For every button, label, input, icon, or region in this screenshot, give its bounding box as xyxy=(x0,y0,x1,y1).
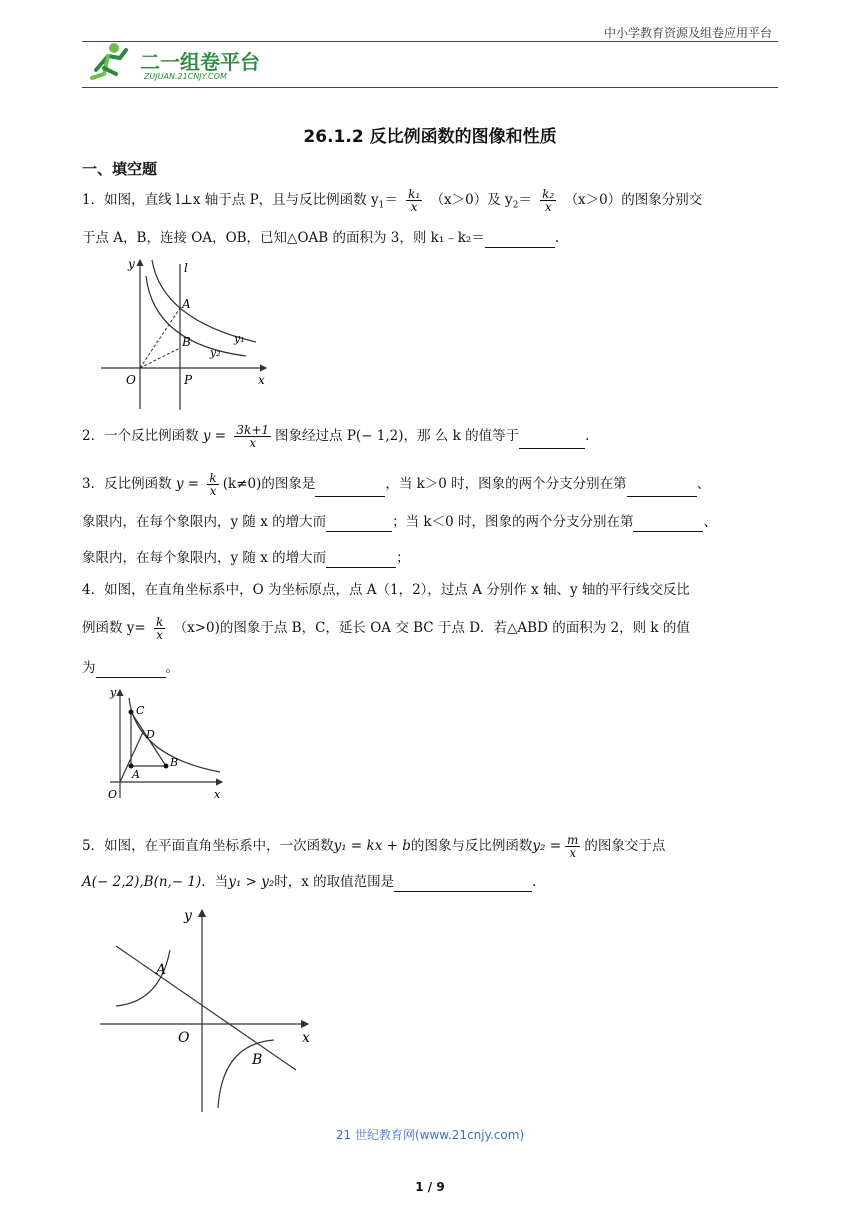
section-heading: 一、填空题 xyxy=(82,160,158,178)
q1-label-A: A xyxy=(182,297,191,311)
q4-text-line2b: （x>0)的图象于点 B，C，延长 OA 交 BC 于点 D．若△ABD 的面积为 2，则 k 的值 xyxy=(173,620,690,636)
q4-point-B xyxy=(164,764,169,769)
q4-frac-den: x xyxy=(156,628,164,642)
q1-line2 xyxy=(82,228,559,248)
q1-line1 xyxy=(82,188,702,216)
logo xyxy=(86,40,286,84)
q1-text-c: （x＞0）及 y xyxy=(430,192,513,208)
q2-end: . xyxy=(585,428,590,444)
q2-fraction xyxy=(234,424,271,449)
q5-label-B: B xyxy=(252,1052,263,1068)
q5-linear-line xyxy=(116,946,296,1070)
logo-subtext: ZUJUAN.21CNJY.COM xyxy=(144,72,227,81)
q4-text-line1: 4．如图，在直角坐标系中，O 为坐标原点，点 A（1，2），过点 A 分别作 x 轴、y 轴的平行线交反比 xyxy=(82,582,690,598)
q3-text-line3b: ； xyxy=(396,550,410,566)
q3-blank-4[interactable] xyxy=(633,515,703,532)
q5-line2 xyxy=(82,872,536,892)
q5-label-A: A xyxy=(156,962,167,978)
q1-answer-blank[interactable] xyxy=(485,231,555,248)
q1-label-O: O xyxy=(126,373,136,387)
q1-frac2-num: k₂ xyxy=(542,187,555,201)
q1-label-y2: y₂ xyxy=(210,346,221,359)
q1-label-P: P xyxy=(184,373,193,387)
q4-label-A: A xyxy=(132,768,140,781)
q3-text-line2c: 、 xyxy=(703,514,717,530)
q3-text-c: ，当 k＞0 时，图象的两个分支分别在第 xyxy=(385,476,627,492)
q3-blank-2[interactable] xyxy=(627,480,697,497)
q5-hyperbola-right xyxy=(218,1040,274,1108)
q4-line3 xyxy=(82,658,179,678)
q4-text-line3a: 为 xyxy=(82,660,96,676)
q3-fraction xyxy=(207,472,218,497)
q5-fraction xyxy=(565,834,580,859)
q1-sub2: 2 xyxy=(512,200,519,211)
q3-frac-num: k xyxy=(209,471,217,485)
q5-text-line2c: 时，x 的取值范围是 xyxy=(274,874,395,890)
q1-text-a: 1．如图，直线 l⊥x 轴于点 P，且与反比例函数 y xyxy=(82,192,379,208)
q4-label-B: B xyxy=(170,756,179,769)
q5-text-line2b: ．当 xyxy=(201,874,229,890)
q4-line1 xyxy=(82,580,690,600)
page-title: 26.1.2 反比例函数的图像和性质 xyxy=(303,127,557,147)
platform-name: 中小学教育资源及组卷应用平台 xyxy=(603,26,772,40)
q2-eq: y = xyxy=(202,428,227,444)
q1-frac1-den: x xyxy=(410,200,418,214)
q3-blank-3[interactable] xyxy=(326,515,392,532)
q1-segment-OA xyxy=(140,308,180,368)
q5-eq1: y₁ = kx + b xyxy=(333,838,411,854)
q3-text-line2b: ；当 k＜0 时，图象的两个分支分别在第 xyxy=(392,514,634,530)
q1-curve-y1 xyxy=(152,260,256,342)
q4-text-line2a: 例函数 y= xyxy=(82,620,146,636)
q3-text-line2a: 象限内，在每个象限内，y 随 x 的增大而 xyxy=(82,514,327,530)
q1-text-b: ＝ xyxy=(384,192,398,208)
q4-label-C: C xyxy=(136,704,145,717)
q4-label-D: D xyxy=(146,728,155,741)
page-number: 1 / 9 xyxy=(415,1180,445,1194)
q1-figure xyxy=(96,254,276,414)
q1-frac2-den: x xyxy=(544,200,552,214)
q3-line3 xyxy=(82,548,410,568)
q1-label-x: x xyxy=(258,373,265,387)
q4-label-y: y xyxy=(110,686,117,699)
q3-frac-den: x xyxy=(209,484,217,498)
q4-figure xyxy=(102,686,232,808)
q5-condition: y₁ > y₂ xyxy=(228,874,275,890)
q3-text-a: 3．反比例函数 xyxy=(82,476,172,492)
q1-frac1-num: k₁ xyxy=(408,187,421,201)
q3-text-line3a: 象限内，在每个象限内，y 随 x 的增大而 xyxy=(82,550,327,566)
q2-frac-den: x xyxy=(249,436,257,450)
q4-label-O: O xyxy=(108,788,118,801)
q4-label-x: x xyxy=(214,788,221,801)
q5-frac-num: m xyxy=(567,833,579,847)
q1-text-d: ＝ xyxy=(518,192,532,208)
footer-link[interactable]: 21 世纪教育网(www.21cnjy.com) xyxy=(335,1128,525,1142)
header-divider-bottom xyxy=(82,87,778,88)
q1-label-y: y xyxy=(128,257,135,271)
q5-label-x: x xyxy=(302,1030,310,1046)
q5-text-line1c: 的图象交于点 xyxy=(584,838,666,854)
q5-line1 xyxy=(82,834,665,859)
q3-text-d: 、 xyxy=(696,476,711,492)
q5-label-y: y xyxy=(184,908,192,924)
q5-text-line1a: 5．如图，在平面直角坐标系中，一次函数 xyxy=(82,838,334,854)
q5-end: . xyxy=(532,874,537,890)
q4-frac-num: k xyxy=(156,615,164,629)
q1-text-e: （x＞0）的图象分别交 xyxy=(564,192,703,208)
q3-line1 xyxy=(82,472,710,497)
q5-label-O: O xyxy=(178,1030,190,1046)
q3-eq: y = xyxy=(175,476,200,492)
q2-frac-num: 3k+1 xyxy=(236,423,270,437)
q5-points: A(− 2,2),B(n,− 1) xyxy=(82,874,202,890)
q4-point-C xyxy=(129,710,134,715)
q2-line xyxy=(82,424,589,449)
q5-eq2: y₂ = xyxy=(532,838,562,854)
logo-text: 二一组卷平台 xyxy=(140,50,260,74)
q4-text-line3b: 。 xyxy=(165,660,179,676)
q1-sub1: 1 xyxy=(378,200,385,211)
q3-line2 xyxy=(82,512,717,532)
q1-label-y1: y₁ xyxy=(234,332,245,345)
q1-label-B: B xyxy=(182,335,191,349)
q2-answer-blank[interactable] xyxy=(519,432,585,449)
q3-text-b: (k≠0)的图象是 xyxy=(222,476,316,492)
q4-answer-blank[interactable] xyxy=(96,661,166,678)
q5-frac-den: x xyxy=(569,846,577,860)
q4-line2 xyxy=(82,616,690,641)
q1-curve-y2 xyxy=(146,276,246,356)
q1-segment-OB xyxy=(140,348,180,368)
q2-text-a: 2．一个反比例函数 xyxy=(82,428,199,444)
q5-figure xyxy=(98,902,320,1114)
q1-text-line2: 于点 A，B，连接 OA，OB，已知△OAB 的面积为 3，则 k₁﹣k₂＝ xyxy=(82,230,485,246)
q3-blank-1[interactable] xyxy=(315,480,385,497)
q1-fraction-2 xyxy=(540,188,556,213)
q1-end: . xyxy=(554,230,560,246)
q1-fraction-1 xyxy=(406,188,422,213)
q3-blank-5[interactable] xyxy=(326,551,396,568)
q5-answer-blank[interactable] xyxy=(394,875,532,892)
q2-text-b: 图象经过点 P(− 1,2)，那 么 k 的值等于 xyxy=(275,428,520,444)
q1-label-l: l xyxy=(184,261,188,275)
q5-text-line1b: 的图象与反比例函数 xyxy=(410,838,533,854)
q4-fraction xyxy=(154,616,165,641)
